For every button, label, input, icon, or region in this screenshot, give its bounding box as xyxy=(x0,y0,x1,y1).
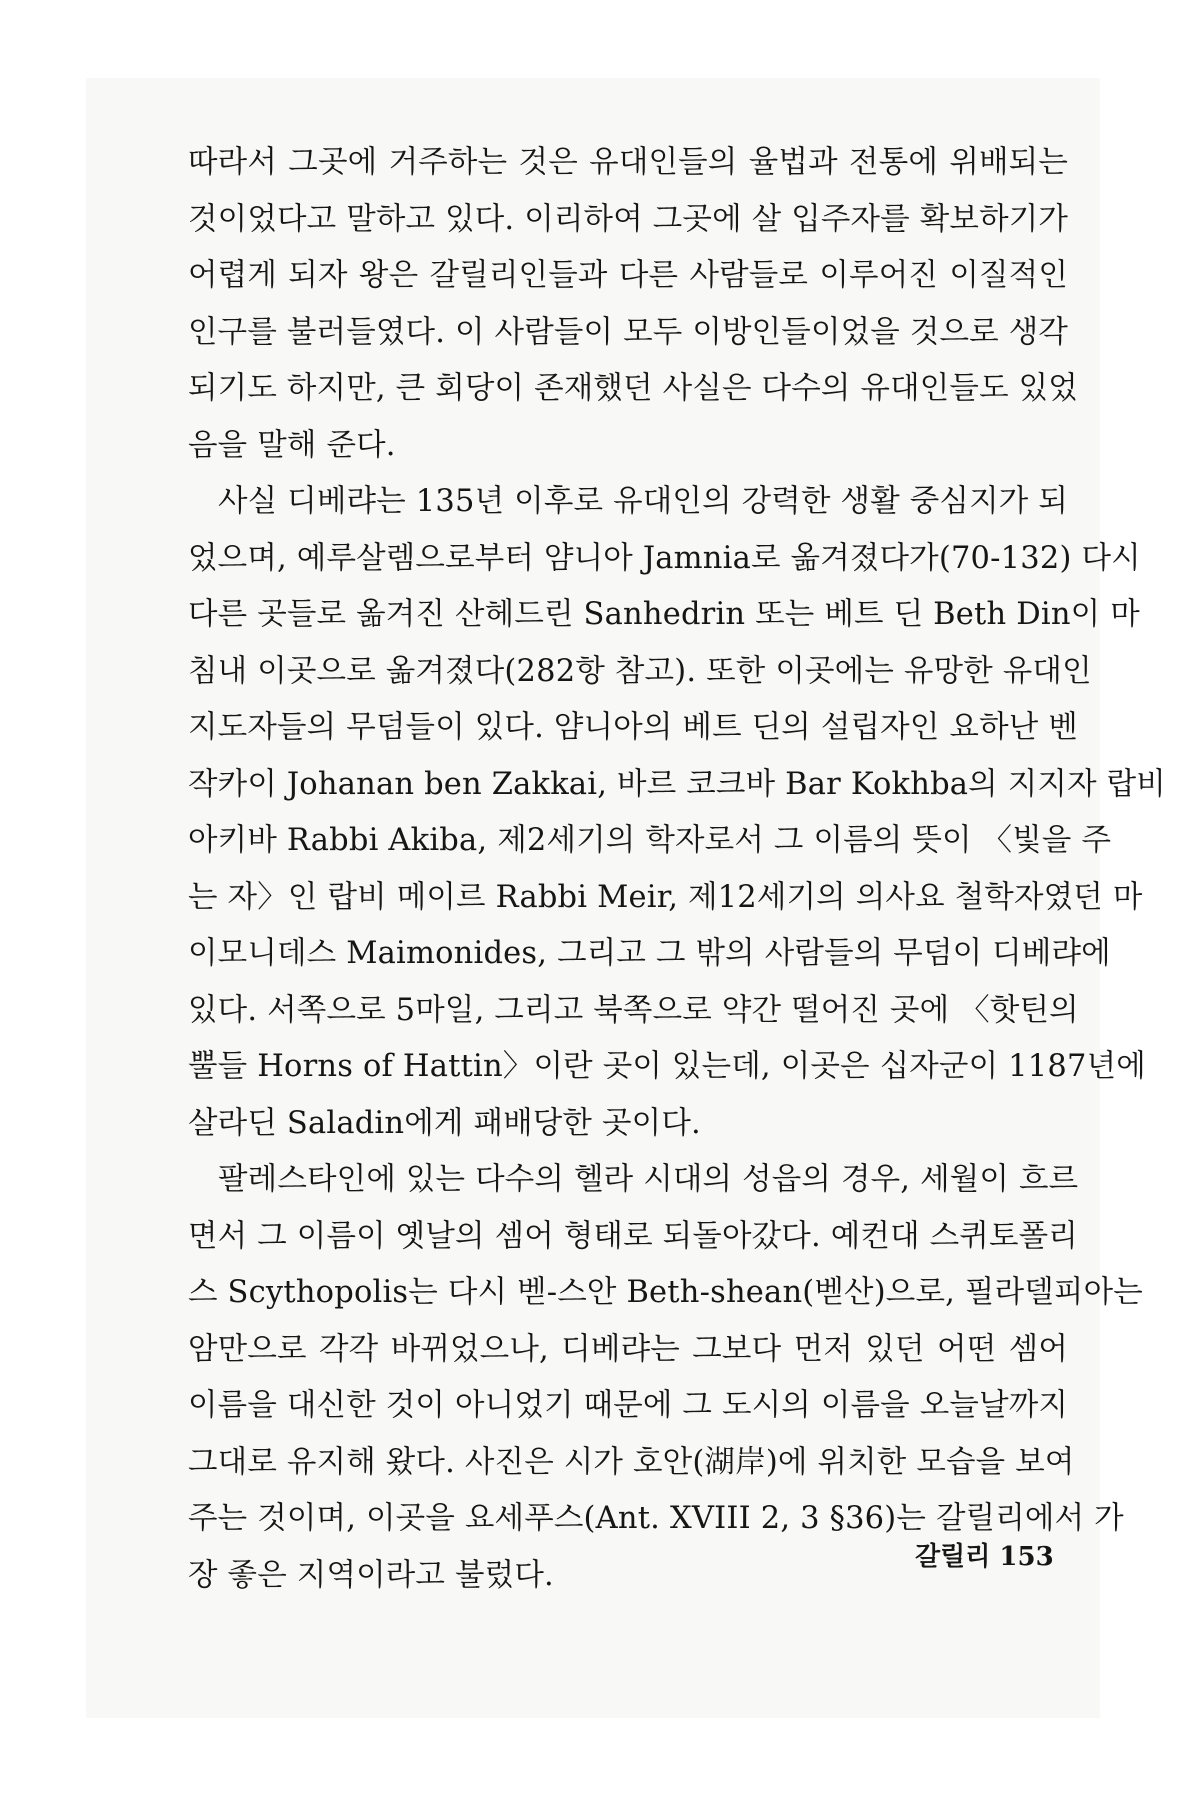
text-line: 면서 그 이름이 옛날의 셈어 형태로 되돌아갔다. 예컨대 스퀴토폴리 xyxy=(188,1218,1078,1254)
paragraph-1 xyxy=(188,135,1078,474)
text-line: 주는 것이며, 이곳을 요세푸스(Ant. XVIII 2, 3 §36)는 갈릴리에서 가 xyxy=(188,1501,1124,1536)
text-line: 암만으로 각각 바뀌었으나, 디베랴는 그보다 먼저 있던 어떤 셈어 xyxy=(188,1331,1068,1367)
text-line: 어렵게 되자 왕은 갈릴리인들과 다른 사람들로 이루어진 이질적인 xyxy=(188,258,1068,293)
text-line: 침내 이곳으로 옮겨졌다(282항 참고). 또한 이곳에는 유망한 유대인 xyxy=(188,653,1092,689)
paragraph-2 xyxy=(188,474,1166,1152)
text-line: 지도자들의 무덤들이 있다. 얌니아의 베트 딘의 설립자인 요하난 벤 xyxy=(188,710,1078,745)
text-line: 장 좋은 지역이라고 불렀다. xyxy=(188,1557,554,1593)
text-line: 따라서 그곳에 거주하는 것은 유대인들의 율법과 전통에 위배되는 xyxy=(188,145,1068,180)
page-number: 갈릴리 153 xyxy=(915,1542,1054,1572)
body-text xyxy=(188,135,1166,1604)
text-line: 스 Scythopolis는 다시 벧-스안 Beth-shean(벧산)으로, 필라델피아는 xyxy=(188,1275,1143,1310)
text-line: 있다. 서쪽으로 5마일, 그리고 북쪽으로 약간 떨어진 곳에 〈핫틴의 xyxy=(188,992,1079,1028)
text-line: 이모니데스 Maimonides, 그리고 그 밖의 사람들의 무덤이 디베랴에 xyxy=(188,936,1111,971)
text-line: 사실 디베랴는 135년 이후로 유대인의 강력한 생활 중심지가 되 xyxy=(218,484,1068,519)
text-line: 었으며, 예루살렘으로부터 얌니아 Jamnia로 옮겨졌다가(70-132) 다시 xyxy=(188,540,1141,576)
text-line: 음을 말해 준다. xyxy=(188,427,396,463)
text-line: 그대로 유지해 왔다. 사진은 시가 호안(湖岸)에 위치한 모습을 보여 xyxy=(188,1444,1075,1480)
text-line: 는 자〉인 랍비 메이르 Rabbi Meir, 제12세기의 의사요 철학자였던 마 xyxy=(188,879,1143,915)
text-line: 다른 곳들로 옮겨진 산헤드린 Sanhedrin 또는 베트 딘 Beth Din이 마 xyxy=(188,597,1140,632)
text-line: 살라딘 Saladin에게 패배당한 곳이다. xyxy=(188,1105,701,1141)
text-line: 뿔들 Horns of Hattin〉이란 곳이 있는데, 이곳은 십자군이 1187년에 xyxy=(188,1049,1146,1084)
text-line: 아키바 Rabbi Akiba, 제2세기의 학자로서 그 이름의 뜻이 〈빛을 주 xyxy=(188,823,1112,858)
text-line: 것이었다고 말하고 있다. 이리하여 그곳에 살 입주자를 확보하기가 xyxy=(188,201,1069,237)
text-line: 팔레스타인에 있는 다수의 헬라 시대의 성읍의 경우, 세월이 흐르 xyxy=(218,1162,1079,1197)
text-line: 인구를 불러들였다. 이 사람들이 모두 이방인들이었을 것으로 생각 xyxy=(188,314,1069,350)
text-line: 작카이 Johanan ben Zakkai, 바르 코크바 Bar Kokhba의 지지자 랍비 xyxy=(188,766,1166,802)
text-line: 되기도 하지만, 큰 회당이 존재했던 사실은 다수의 유대인들도 있었 xyxy=(188,371,1078,406)
text-line: 이름을 대신한 것이 아니었기 때문에 그 도시의 이름을 오늘날까지 xyxy=(188,1388,1069,1423)
